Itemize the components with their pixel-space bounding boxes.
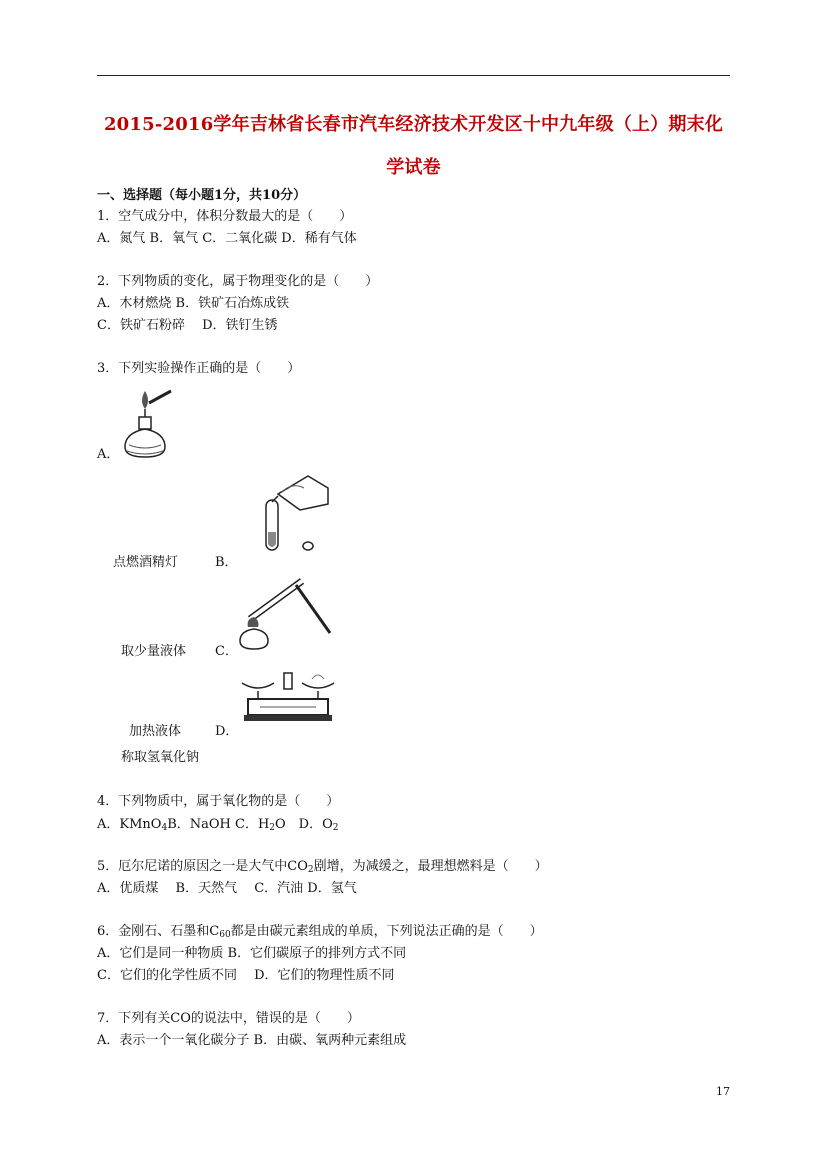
header-rule [97, 75, 730, 76]
q6-stem: 6．金刚石、石墨和$C_{60}$都是由碳元素组成的单质，下列说法正确的是（ ） [97, 924, 543, 940]
q3-caption-b: 取少量液体 [121, 644, 187, 659]
heat-liquid-image [238, 575, 338, 653]
q3-stem: 3．下列实验操作正确的是（ ） [97, 361, 301, 376]
q2-options-ab: A．木材燃烧 B．铁矿石冶炼成铁 [97, 296, 290, 311]
q4-stem: 4．下列物质中，属于氧化物的是（ ） [97, 794, 340, 809]
q3-label-d: D． [215, 724, 239, 739]
q5-stem: 5．厄尔尼诺的原因之一是大气中$CO_2$剧增，为减缓之，最理想燃料是（ ） [97, 859, 548, 875]
q3-caption-a: 点燃酒精灯 [113, 555, 179, 570]
q1-options: A．氮气 B．氧气 C．二氧化碳 D．稀有气体 [97, 231, 357, 246]
q3-caption-d: 称取氢氧化钠 [121, 750, 200, 765]
q2-options-cd: C．铁矿石粉碎 D．铁钉生锈 [97, 318, 278, 333]
q1-stem: 1．空气成分中，体积分数最大的是（ ） [97, 209, 353, 224]
balance-scale-image [240, 665, 336, 727]
q7-options-ab: A．表示一个一氧化碳分子 B．由碳、氧两种元素组成 [97, 1033, 407, 1048]
title-line-1: 2015-2016学年吉林省长春市汽车经济技术开发区十中九年级（上）期末化 [103, 114, 724, 135]
q7-stem: 7．下列有关CO的说法中，错误的是（ ） [97, 1011, 360, 1026]
q2-stem: 2．下列物质的变化，属于物理变化的是（ ） [97, 274, 379, 289]
page-number: 17 [716, 1085, 730, 1098]
q6-options-ab: A．它们是同一种物质 B．它们碳原子的排列方式不同 [97, 946, 407, 961]
alcohol-lamp-image [115, 385, 175, 465]
q3-label-b: B． [215, 555, 238, 570]
q6-options-cd: C．它们的化学性质不同 D．它们的物理性质不同 [97, 968, 395, 983]
q3-label-a: A． [97, 447, 120, 462]
section-heading: 一、选择题（每小题1分，共10分） [97, 188, 307, 203]
q3-label-c: C． [215, 644, 238, 659]
q3-caption-c: 加热液体 [129, 724, 182, 739]
pour-liquid-image [248, 470, 338, 560]
title-line-2: 学试卷 [386, 157, 441, 178]
q5-options: A．优质煤 B．天然气 C．汽油 D．氢气 [97, 881, 357, 896]
q4-options: A．KMnO$_4$B．NaOH C．$H_2O$ D．$O_2$ [97, 817, 339, 833]
